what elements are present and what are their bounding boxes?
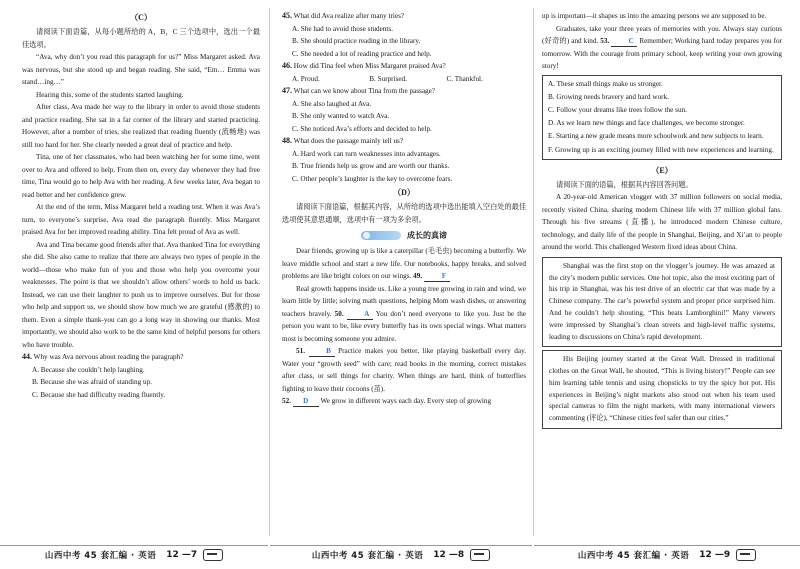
option-b[interactable]: B. She only wanted to watch Ava. (292, 112, 390, 120)
question-text: What does the passage mainly tell us? (293, 137, 404, 145)
passage-box-beijing (542, 350, 782, 429)
question-text: Why was Ava nervous about reading the paragraph? (33, 353, 184, 361)
option-a[interactable]: A. Proud. (292, 74, 320, 83)
passage-paragraph (542, 23, 782, 73)
option-f[interactable]: F. Growing up is an exciting journey filled with new experiences and learning. (548, 145, 774, 154)
passage-paragraph (282, 245, 526, 283)
question-47 (282, 85, 526, 98)
passage-paragraph: At the end of the term, Miss Margaret held a reading test. When it was Ava’s turn, to everyone’s surprise, Ava read the paragraph fluently. Miss Margaret praised Ava for her improved reading ability. Tina felt proud of Ava as well. (22, 203, 260, 236)
passage-box-shanghai (542, 257, 782, 348)
publisher-logo-icon (736, 549, 756, 561)
question-45 (282, 10, 526, 23)
blank-number: 53. (600, 37, 610, 45)
question-number: 46. (282, 61, 292, 70)
passage-paragraph: Hearing this, some of the students started laughing. (36, 90, 184, 99)
question-number: 44. (22, 352, 32, 361)
section-e-label: （E） (651, 165, 673, 175)
option-b[interactable]: B. Growing needs bravery and hard work. (548, 92, 669, 101)
page-left (0, 0, 268, 569)
passage-paragraph (282, 395, 526, 408)
blank-number: 50. (334, 309, 344, 318)
paragraph-text: Remember; Working hard today prepares you for tomorrow. With the courage from primary school, keep writing your own growing story! (542, 37, 783, 70)
page-number: 12 —7 (166, 550, 198, 560)
question-44 (22, 351, 260, 364)
option-c[interactable]: C. Thankful. (446, 74, 483, 83)
question-text: How did Tina feel when Miss Margaret praised Ava? (293, 62, 446, 70)
page-footer (534, 545, 800, 564)
section-c-label: （C） (130, 13, 152, 22)
option-a[interactable]: A. These small things make us stronger. (548, 79, 663, 88)
passage-title: 成长的真谛 (407, 231, 447, 240)
blank-number: 52. (282, 397, 291, 405)
option-a[interactable]: A. She had to avoid those students. (292, 24, 394, 33)
section-e-instruction: 请阅读下面的语篇，根据其内容回答问题。 (556, 180, 693, 189)
options-row (282, 73, 526, 86)
answer-blank[interactable]: D (293, 396, 319, 407)
paragraph-text: You don’t need everyone to like you. Just be the person you want to be, like every butterfly has its own special wings. What matters most is becoming someone you admire. (282, 309, 527, 343)
option-c[interactable]: C. She noticed Ava’s efforts and decided to help. (292, 124, 432, 133)
option-b[interactable]: B. She should practice reading in the library. (292, 37, 421, 45)
paragraph-text: Graduates, take your three years of memories with you. Always stay curious (好奇的) and kind. (542, 24, 782, 45)
option-a[interactable]: A. She also laughed at Ava. (292, 99, 372, 108)
option-b[interactable]: B. True friends help us grow and are worth our thanks. (292, 162, 450, 170)
publisher-logo-icon (470, 549, 490, 561)
option-c[interactable]: C. Because she had difficulty reading fluently. (32, 390, 166, 399)
question-text: What did Ava realize after many tries? (293, 12, 405, 20)
passage-paragraph: A 20-year-old American vlogger with 37 million followers on social media, recently visited China, sharing modern Chinese life with 37 million global fans. Through his five streams (直播), he introduced modern Chinese culture, technology, and daily life of the people in Shanghai, Beijing, and Xi’an to people around the world. This challenged Western fixed ideas about China. (542, 193, 782, 252)
option-a[interactable]: A. Hard work can turn weaknesses into advantages. (292, 149, 441, 158)
paragraph-text: Dear friends, growing up is like a caterpillar (毛毛虫) becoming a butterfly. We leave middle school and start a new life. Our notebooks, happy breaks, and solved problems are like bright colors on our wings. (282, 247, 526, 280)
options-box (542, 75, 782, 160)
answer-blank[interactable]: B (309, 346, 335, 357)
paragraph-text: Real growth happens inside us. Like a young tree growing in rain and wind, we learn little by little; solving math questions, helping Mom wash dishes, or answering teachers bravely. (282, 284, 526, 318)
question-number: 47. (282, 86, 292, 95)
answer-blank[interactable]: F (424, 271, 450, 282)
box-text: Shanghai was the first stop on the vlogger’s journey. He was amazed at the city’s modern public services. One hot topic, also the most exciting part of his trip in Shanghai, was his test drive of an electric car that was made by a Chinese company. The car’s powerful system and proper price surprised him. And he couldn’t help shouting, “This beats Lamborghini!” Many viewers were impressed by Shanghai’s clean streets and high-level traffic systems, leading to discussions on China’s rapid development. (549, 261, 775, 341)
footer-title: 山西中考 45 套汇编 · 英语 (44, 551, 157, 561)
passage-paragraph: After class, Ava made her way to the library in order to avoid those students and practice reading. She sat in a far corner of the library and started practicing. However, after a number of tries, she realized that reading fluently (流畅地) was still too hard for her. She clearly needed a great deal of practice and help. (22, 103, 260, 149)
page-footer (270, 545, 532, 564)
option-d[interactable]: D. As we learn new things and face challenges, we become stronger. (548, 119, 745, 128)
publisher-logo-icon (203, 549, 223, 561)
section-d-label: （D） (393, 188, 415, 197)
passage-paragraph: Ava and Tina became good friends after that. Ava thanked Tina for everything she did. She also came to realize that there are always two types of people in the world—those who make fun of you and those who help you overcome your weaknesses. The point is that we shouldn’t allow others’ words to hold us back. Instead, we can use their laughter to push us to improve ourselves. But for those who help and support us, we should show how much we are grateful (感激的) to them. Even a simple thank-you can go a long way in showing our thanks. Most importantly, we should also work to be the same kind of helpful persons for others who have trouble. (22, 240, 260, 349)
section-d-instruction: 请阅读下面语篇，根据其内容，从所给的选项中选出能填入空白处的最佳选项使其意思通顺，选项中有一项为多余项。 (282, 203, 527, 224)
page-number: 12 —8 (433, 550, 465, 560)
option-c[interactable]: C. Other people’s laughter is the key to overcome fears. (292, 174, 453, 183)
question-number: 48. (282, 136, 292, 145)
passage-paragraph (282, 345, 526, 395)
page-right (534, 0, 800, 569)
box-text: His Beijing journey started at the Great Wall. Dressed in traditional clothes on the Great Wall, he shouted, “This is living history!” People can see him learning table tennis and using chopsticks to try the spicy hot pot. His experiences in Beijing’s night markets also stood out when his team used special cameras to film the night markets, with many international viewers commenting (评论), “Chinese cities feel safer than our cities.” (549, 355, 775, 423)
footer-title: 山西中考 45 套汇编 · 英语 (577, 551, 690, 561)
page-number: 12 —9 (699, 550, 731, 560)
section-c-instruction: 请阅读下面语篇，从每小题所给的 A，B，C 三个选项中，选出一个最佳选项。 (22, 28, 260, 49)
answer-blank[interactable]: C (611, 36, 637, 47)
option-b[interactable]: B. Surprised. (369, 74, 407, 83)
blank-number: 51. (296, 347, 305, 355)
paragraph-text: Practice makes you better, like playing basketball every day. Water your “growth seed” with care; read books in the morning, correct mistakes after class, or sell things for charity. When things are hard, think of butterflies fighting to leave their cocoons (茧). (282, 347, 527, 393)
page-middle (270, 0, 532, 569)
page-footer (0, 545, 268, 564)
passage-paragraph: Tina, one of her classmates, who had been watching her for some time, went over to Ava and offered to help. From then on, every day whenever they had free time, Tina would go to help Ava with her reading. A few weeks later, Ava began to read better and her confidence grew. (22, 153, 260, 199)
paragraph-text: We grow in different ways each day. Every step of growing (320, 397, 492, 405)
title-badge-icon (361, 231, 401, 240)
passage-paragraph: up is important—it shapes us into the amazing persons we are supposed to be. (542, 12, 767, 20)
footer-title: 山西中考 45 套汇编 · 英语 (311, 551, 424, 561)
passage-paragraph: “Ava, why don’t you read this paragraph for us?” Miss Margaret asked. Ava was nervous, but she stood up and began reading. She said, “Em… Emma was stand…ing…” (22, 53, 260, 86)
option-c[interactable]: C. Follow your dreams like trees follow the sun. (548, 105, 687, 114)
option-a[interactable]: A. Because she couldn’t help laughing. (32, 365, 145, 374)
option-c[interactable]: C. She needed a lot of reading practice and help. (292, 49, 432, 58)
question-number: 45. (282, 11, 292, 20)
question-text: What can we know about Tina from the passage? (293, 87, 435, 95)
answer-blank[interactable]: A (347, 309, 373, 320)
passage-title-row (282, 230, 526, 241)
blank-number: 49. (413, 272, 423, 280)
question-48 (282, 135, 526, 148)
option-b[interactable]: B. Because she was afraid of standing up. (32, 378, 152, 386)
option-e[interactable]: E. Starting a new grade means more schoolwork and new subjects to learn. (548, 132, 764, 141)
question-46 (282, 60, 526, 73)
passage-paragraph (282, 283, 526, 346)
